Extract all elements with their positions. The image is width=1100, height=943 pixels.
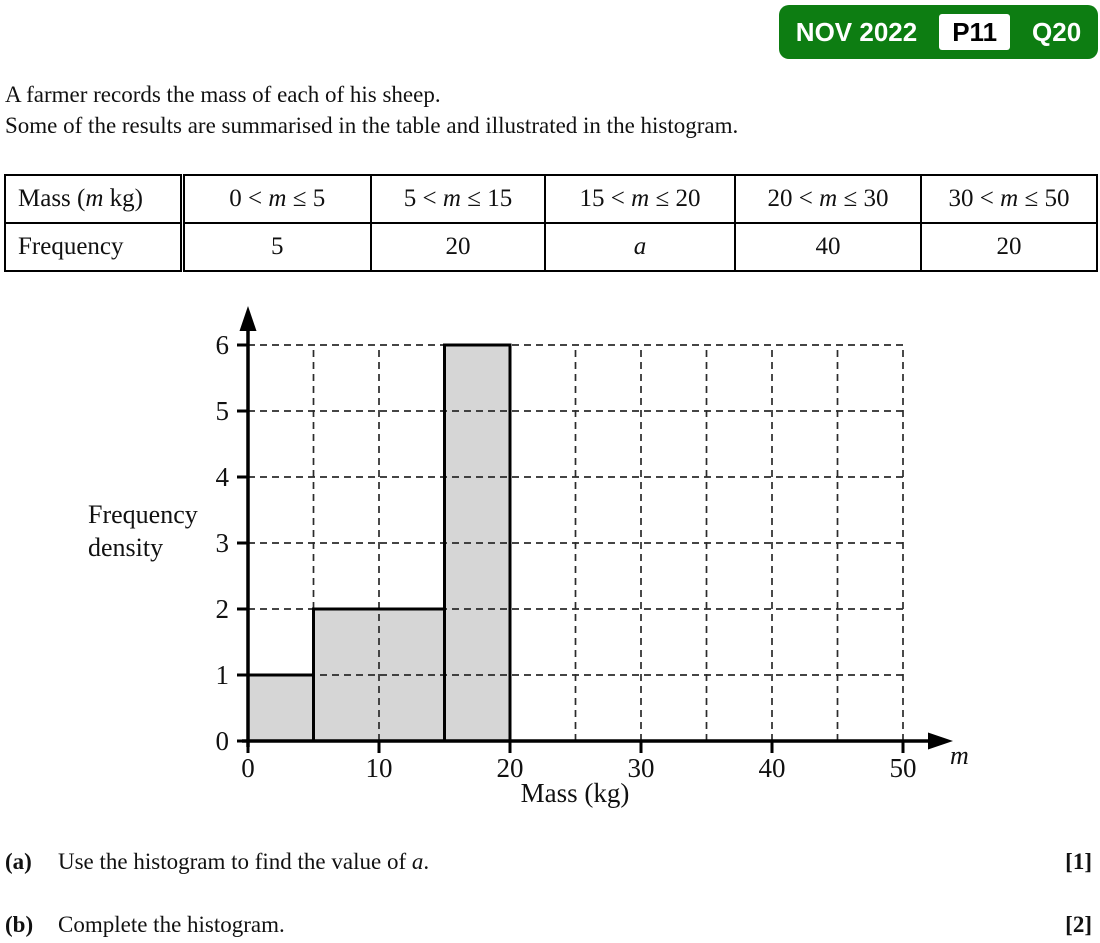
frequency-cell-1: 5 (182, 223, 371, 271)
interval-text: ≤ 20 (649, 185, 701, 212)
question-b-text: Complete the histogram. (58, 912, 285, 937)
tick-label-x: 30 (627, 753, 655, 783)
tick-label-y: 0 (215, 726, 229, 756)
mass-header-cell (5, 175, 182, 223)
question-a-text-post: . (423, 849, 430, 874)
tick-label-x: 10 (365, 753, 393, 783)
intro-line-1: A farmer records the mass of each of his sheep. (5, 82, 441, 107)
interval-text: 0 < (229, 185, 269, 212)
frequency-header-cell: Frequency (5, 223, 182, 271)
histogram (0, 300, 1100, 825)
frequency-cell-4: 40 (735, 223, 921, 271)
tick-label-x: 0 (241, 753, 255, 783)
y-axis-title-line-1: Frequency (88, 500, 198, 529)
tick-label-x: 40 (758, 753, 786, 783)
interval-cell-4 (735, 175, 921, 223)
histogram-bar-fill (248, 675, 314, 741)
intro-line-2: Some of the results are summarised in the table and illustrated in the histogram. (5, 113, 739, 138)
math-var-m: m (85, 185, 104, 212)
frequency-cell-3: a (545, 223, 735, 271)
interval-text: 20 < (767, 185, 820, 212)
x-axis-title: Mass (kg) (520, 778, 630, 808)
frequency-cell-2: 20 (371, 223, 545, 271)
question-badge (779, 5, 1098, 59)
interval-text: 5 < (403, 185, 443, 212)
histogram-svg (0, 300, 1100, 825)
interval-text: 15 < (579, 185, 632, 212)
tick-label-y: 6 (215, 330, 229, 360)
tick-label-y: 2 (215, 594, 229, 624)
question-a-text (58, 849, 1065, 875)
interval-cell-1 (182, 175, 371, 223)
interval-text: ≤ 30 (837, 185, 889, 212)
mass-header-text: Mass ( (18, 185, 86, 212)
table-row-frequency (5, 223, 1097, 271)
question-b-label: (b) (5, 912, 34, 937)
intro-text (5, 79, 738, 141)
question-b (5, 912, 1092, 938)
interval-text: 30 < (948, 185, 1001, 212)
math-var-a: a (411, 849, 424, 874)
tick-label-x: 20 (496, 753, 524, 783)
badge-paper: P11 (939, 14, 1010, 50)
axis-y-arrowhead (240, 306, 257, 331)
math-var-m: m (819, 185, 838, 212)
badge-question: Q20 (1032, 16, 1082, 47)
badge-session: NOV 2022 (795, 16, 918, 47)
frequency-table (4, 174, 1098, 272)
tick-label-x: 50 (889, 753, 917, 783)
tick-label-y: 5 (215, 396, 229, 426)
x-axis-variable-label: m (950, 741, 969, 770)
math-var-m: m (268, 185, 287, 212)
question-a-label: (a) (5, 849, 32, 874)
question-a-text-pre: Use the histogram to find the value of (58, 849, 412, 874)
mass-header-text-2: kg) (103, 185, 143, 212)
interval-text: ≤ 5 (286, 185, 326, 212)
tick-label-y: 4 (215, 462, 229, 492)
tick-label-y: 3 (215, 528, 229, 558)
tick-label-y: 1 (215, 660, 229, 690)
table-row-mass (5, 175, 1097, 223)
math-var-m: m (1000, 185, 1019, 212)
frequency-cell-5: 20 (921, 223, 1097, 271)
y-axis-title-line-2: density (88, 533, 164, 562)
question-b-marks: [2] (1065, 912, 1092, 937)
interval-text: ≤ 50 (1018, 185, 1070, 212)
question-a (5, 849, 1092, 875)
interval-text: ≤ 15 (460, 185, 513, 212)
interval-cell-3 (545, 175, 735, 223)
interval-cell-5 (921, 175, 1097, 223)
question-a-marks: [1] (1065, 849, 1092, 874)
math-var-m: m (631, 185, 650, 212)
math-var-m: m (442, 185, 461, 212)
interval-cell-2 (371, 175, 545, 223)
